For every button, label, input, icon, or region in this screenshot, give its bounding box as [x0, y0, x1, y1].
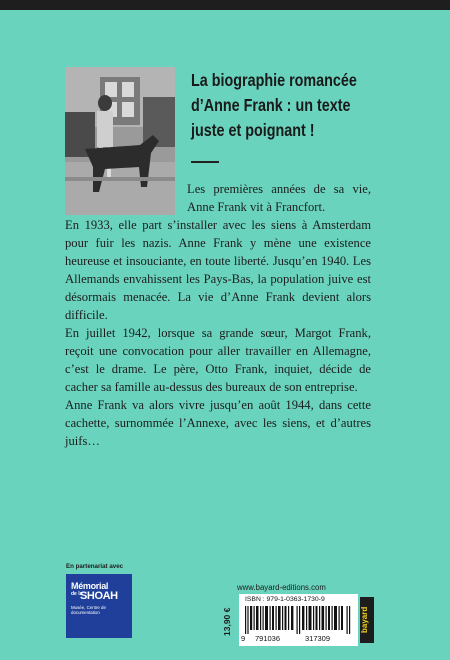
tagline — [191, 68, 384, 143]
tagline-line: juste et poignant ! — [191, 120, 315, 140]
isbn: ISBN : 979-1-0363-1730-9 — [245, 596, 325, 603]
partner-label: En partenariat avec — [66, 563, 124, 570]
top-edge — [0, 0, 450, 10]
barcode — [239, 594, 358, 646]
barcode-bars — [245, 606, 352, 634]
synopsis — [65, 180, 371, 450]
divider — [191, 161, 219, 163]
logo-text: Mémorial — [71, 581, 109, 591]
synopsis-paragraph: Les premières années de sa vie, Anne Frank vit à Francfort. — [187, 182, 371, 214]
logo-text: de la — [71, 591, 83, 597]
tagline-line: d’Anne Frank : un texte — [191, 95, 351, 115]
memorial-shoah-logo — [66, 574, 132, 638]
synopsis-paragraph: En juillet 1942, lorsque sa grande sœur, Margot Frank, reçoit une convocation pour aller travailler en Allemagne, c’est le drame. Le père, Otto Frank, inquiet, décide de cacher sa famille au-dessus des bureaux de son entreprise. — [65, 326, 371, 394]
tagline-line: La biographie romancée — [191, 70, 357, 90]
publisher-name: bayard — [360, 606, 369, 634]
synopsis-paragraph: Anne Frank va alors vivre jusqu’en août 1944, dans cette cachette, surnommée l’Annexe, avec les siens, et d’autres juifs… — [65, 398, 371, 448]
logo-subtext: Musée, Centre de documentation — [71, 605, 106, 616]
publisher-logo — [360, 597, 374, 643]
publisher-website: www.bayard-editions.com — [237, 583, 326, 592]
synopsis-paragraph: En 1933, elle part s’installer avec les siens à Amsterdam pour fuir les nazis. Anne Frank y mène une existence heureuse et insouciante, en toute liberté. Jusqu’en 1940. Les Allemands envahissent les Pays-Bas, la population juive est désormais menacée. La vie d’Anne Frank devient alors difficile. — [65, 218, 371, 322]
barcode-digit-group: 317309 — [305, 634, 331, 643]
barcode-digit-group: 791036 — [255, 634, 281, 643]
barcode-digit-group: 9 — [241, 634, 246, 643]
price: 13,90 € — [222, 607, 232, 637]
logo-text: SHOAH — [80, 590, 118, 602]
